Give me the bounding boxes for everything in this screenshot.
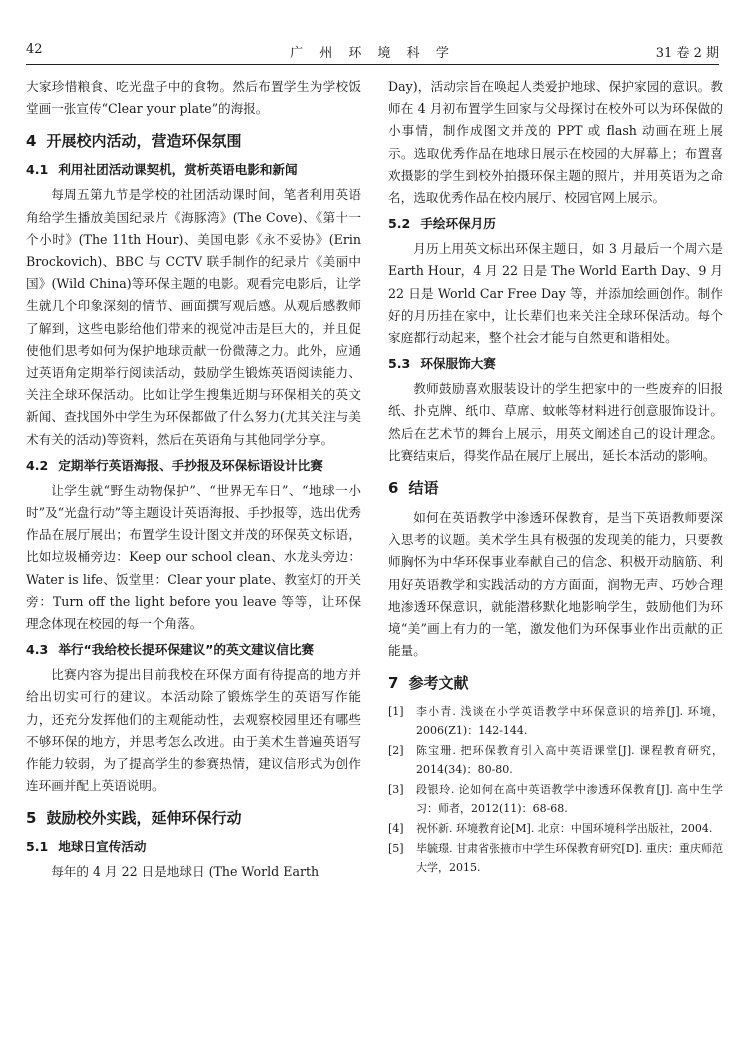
paragraph-5-1-continued: Day)，活动宗旨在唤起人类爱护地球、保护家园的意识。教师在 4 月初布置学生回家与父母探讨在校外可以为环保做的小事情，制作成图文并茂的 PPT 或 flash 动画在班上展示。选取优秀作品在地球日展示在校园的大屏幕上；布置喜欢摄影的学生到校外拍摄环保主题的照片，并用英语为之命名，选取优秀作品在校内展厅、校园官网上展示。	[388, 79, 723, 206]
reference-text: 祝怀新. 环境教育论[M]. 北京：中国环境科学出版社，2004.	[416, 822, 713, 836]
reference-text: 毕毓璟. 甘肃省张掖市中学生环保教育研究[D]. 重庆：重庆师范大学，2015.	[416, 842, 723, 875]
section-number: 4.1	[26, 162, 49, 178]
section-number: 5	[26, 809, 37, 828]
section-number: 7	[388, 674, 399, 693]
section-number: 6	[388, 479, 399, 498]
right-column	[388, 76, 723, 878]
section-5-1-heading	[26, 837, 361, 857]
paragraph-continued: 大家珍惜粮食、吃光盘子中的食物。然后布置学生为学校饭堂画一张宣传“Clear your plate”的海报。	[26, 79, 361, 117]
reference-list	[388, 702, 723, 877]
section-title: 定期举行英语海报、手抄报及环保标语设计比赛	[58, 457, 323, 473]
section-number: 4.3	[26, 642, 49, 658]
section-number: 4	[26, 132, 37, 151]
paragraph-4-1: 每周五第九节是学校的社团活动课时间，笔者利用英语角给学生播放美国纪录片《海豚湾》(The Cove)、《第十一个小时》(The 11th Hour)、美国电影《永不妥协》(Erin Brockovich)、BBC 与 CCTV 联手制作的纪录片《美丽中国》(Wild China)等环保主题的电影。观看完电影后，让学生就几个印象深刻的情节、画面撰写观后感。从观后感教师了解到，这些电影给他们带来的视觉冲击是巨大的，并且促使他们思考如何为保护地球贡献一份微薄之力。此外，应通过英语角定期举行阅读活动，鼓励学生锻炼英语阅读能力、关注全球环保活动。比如让学生搜集近期与环保相关的英文新闻、查找国外中学生为环保都做了什么努力(尤其关注与美术有关的活动)等资料，然后在英语角与其他同学分享。	[26, 187, 361, 447]
reference-text: 李小青. 浅谈在小学英语教学中环保意识的培养[J]. 环境，2006(Z1)：142-144.	[416, 705, 723, 738]
paragraph-5-2: 月历上用英文标出环保主题日，如 3 月最后一个周六是 Earth Hour，4 月 22 日是 The World Earth Day、9 月 22 日是 World Car Free Day 等，并添加绘画创作。制作好的月历挂在家中，让长辈们也来关注全球环保活动。每个家庭都行动起来，整个社会才能与自然更和谐相处。	[388, 241, 723, 346]
left-column	[26, 76, 361, 884]
reference-number: [1]	[388, 705, 404, 719]
reference-item	[388, 780, 723, 818]
volume-issue: 31 卷 2 期	[655, 46, 719, 61]
journal-title: 广 州 环 境 科 学	[290, 46, 455, 61]
section-title: 手绘环保月历	[420, 216, 496, 232]
section-title: 结语	[408, 479, 439, 498]
reference-number: [3]	[388, 783, 404, 797]
section-4-2-heading	[26, 456, 361, 476]
section-title: 开展校内活动，营造环保氛围	[46, 132, 242, 151]
reference-item	[388, 702, 723, 740]
reference-item	[388, 741, 723, 779]
section-5-3-heading	[388, 354, 723, 374]
section-title: 参考文献	[408, 674, 469, 693]
section-5-heading	[26, 807, 361, 829]
paragraph-4-3: 比赛内容为提出目前我校在环保方面有待提高的地方并给出切实可行的建议。本活动除了锻炼学生的英语写作能力，还充分发挥他们的主观能动性，去观察校园里还有哪些不够环保的地方，并思考怎么改进。由于美术生普遍英语写作能力较弱，为了提高学生的参赛热情，建议信形式为创作连环画并配上英语说明。	[26, 667, 361, 794]
reference-number: [5]	[388, 842, 404, 856]
page-number: 42	[26, 42, 43, 57]
section-number: 5.3	[388, 356, 411, 372]
section-title: 鼓励校外实践，延伸环保行动	[46, 809, 242, 828]
section-title: 举行“我给校长提环保建议”的英文建议信比赛	[58, 642, 315, 658]
running-header	[26, 40, 719, 65]
paragraph-4-2: 让学生就“野生动物保护”、“世界无车日”、“地球一小时”及“光盘行动”等主题设计英语海报、手抄报等，选出优秀作品在展厅展出；布置学生设计图文并茂的环保英文标语，比如垃圾桶旁边：Keep our school clean、水龙头旁边：Water is life、饭堂里：Clear your plate、教室灯的开关旁：Turn off the light before you leave 等等，让环保理念体现在校园的每一个角落。	[26, 482, 361, 632]
reference-text: 陈宝珊. 把环保教育引入高中英语课堂[J]. 课程教育研究，2014(34)：80-80.	[416, 744, 723, 777]
section-title: 地球日宣传活动	[58, 839, 147, 855]
section-title: 利用社团活动课契机，赏析英语电影和新闻	[58, 162, 298, 178]
paragraph-6: 如何在英语教学中渗透环保教育，是当下英语教师要深入思考的议题。美术学生具有极强的发现美的能力，只要教师胸怀为中华环保事业奉献自己的信念、积极开动脑筋、利用好英语教学和实践活动的方方面面，润物无声、巧妙合理地渗透环保意识，就能潜移默化地影响学生，鼓励他们为环境“美”画上有力的一笔，激发他们为环保事业作出贡献的正能量。	[388, 510, 723, 659]
paragraph-5-1: 每年的 4 月 22 日是地球日 (The World Earth	[51, 864, 320, 880]
reference-text: 段银玲. 论如何在高中英语教学中渗透环保教育[J]. 高中生学习：师者，2012(11)：68-68.	[416, 783, 723, 816]
reference-number: [4]	[388, 822, 404, 836]
section-4-3-heading	[26, 640, 361, 660]
section-number: 4.2	[26, 457, 49, 473]
section-6-heading	[388, 477, 723, 499]
section-title: 环保服饰大赛	[420, 356, 496, 372]
reference-item	[388, 839, 723, 877]
section-5-2-heading	[388, 214, 723, 234]
paragraph-5-3: 教师鼓励喜欢服装设计的学生把家中的一些废弃的旧报纸、扑克牌、纸巾、草席、蚊帐等材料进行创意服饰设计。然后在艺术节的舞台上展示，用英文阐述自己的设计理念。比赛结束后，得奖作品在展厅上展出，延长本活动的影响。	[388, 381, 723, 463]
section-7-heading	[388, 672, 723, 694]
reference-item	[388, 819, 723, 838]
reference-number: [2]	[388, 744, 404, 758]
section-number: 5.2	[388, 216, 411, 232]
section-4-heading	[26, 130, 361, 152]
section-4-1-heading	[26, 160, 361, 180]
section-number: 5.1	[26, 839, 49, 855]
